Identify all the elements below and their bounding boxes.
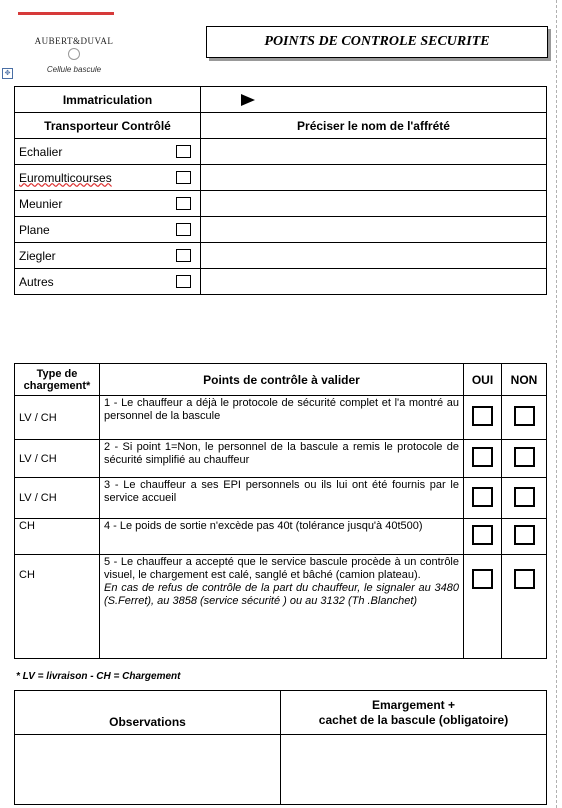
control-point-text: 2 - Si point 1=Non, le personnel de la bascule a remis le protocole de sécurité simplifié au chauffeur bbox=[100, 440, 464, 478]
non-checkbox[interactable] bbox=[514, 525, 535, 545]
carrier-name: Ziegler bbox=[19, 248, 56, 263]
affrete-field[interactable] bbox=[201, 243, 547, 269]
table-row bbox=[15, 243, 547, 269]
oui-header: OUI bbox=[464, 364, 502, 396]
immatriculation-field[interactable] bbox=[201, 87, 547, 113]
table-row bbox=[15, 165, 547, 191]
transporteur-header: Transporteur Contrôlé bbox=[15, 113, 201, 139]
observations-field[interactable] bbox=[15, 735, 281, 805]
points-header: Points de contrôle à valider bbox=[100, 364, 464, 396]
carrier-checkbox[interactable] bbox=[176, 197, 191, 210]
table-row bbox=[15, 555, 547, 659]
non-cell bbox=[502, 396, 547, 440]
load-type-footnote: * LV = livraison - CH = Chargement bbox=[16, 671, 181, 682]
control-point-text: 5 - Le chauffeur a accepté que le service bascule procède à un contrôle visuel, le chargement est calé, sanglé et bâché (camion plateau). bbox=[104, 556, 459, 581]
company-logo bbox=[24, 36, 124, 74]
carrier-checkbox[interactable] bbox=[176, 249, 191, 262]
control-point-text: 4 - Le poids de sortie n'excède pas 40t (tolérance jusqu'à 40t500) bbox=[100, 519, 464, 555]
affrete-field[interactable] bbox=[201, 269, 547, 295]
oui-cell bbox=[464, 555, 502, 659]
logo-brand: AUBERT&DUVAL bbox=[34, 36, 114, 46]
table-row bbox=[15, 113, 547, 139]
load-type: CH bbox=[15, 555, 100, 659]
affrete-header: Préciser le nom de l'affrété bbox=[201, 113, 547, 139]
carrier-cell bbox=[15, 165, 201, 191]
table-row bbox=[15, 269, 547, 295]
affrete-field[interactable] bbox=[201, 191, 547, 217]
page-title: POINTS DE CONTROLE SECURITE bbox=[206, 26, 548, 58]
carrier-name: Meunier bbox=[19, 196, 63, 211]
oui-cell bbox=[464, 519, 502, 555]
oui-checkbox[interactable] bbox=[472, 569, 493, 589]
signature-table bbox=[14, 690, 547, 805]
table-row bbox=[15, 519, 547, 555]
emargement-header bbox=[281, 691, 547, 735]
brand-red-bar bbox=[18, 12, 114, 15]
observations-header: Observations bbox=[15, 691, 281, 735]
affrete-field[interactable] bbox=[201, 165, 547, 191]
table-row bbox=[15, 691, 547, 735]
non-checkbox[interactable] bbox=[514, 487, 535, 507]
immatriculation-label: Immatriculation bbox=[15, 87, 201, 113]
control-point-text: 1 - Le chauffeur a déjà le protocole de sécurité complet et l'a montré au personnel de la bascule bbox=[100, 396, 464, 440]
carrier-name: Euromulticourses bbox=[19, 170, 112, 185]
non-header: NON bbox=[502, 364, 547, 396]
oui-checkbox[interactable] bbox=[472, 525, 493, 545]
load-type: LV / CH bbox=[15, 478, 100, 519]
carrier-name: Autres bbox=[19, 274, 54, 289]
carrier-name: Echalier bbox=[19, 144, 63, 159]
control-points-table bbox=[14, 363, 547, 659]
non-checkbox[interactable] bbox=[514, 406, 535, 426]
control-point-cell bbox=[100, 555, 464, 659]
load-type: LV / CH bbox=[15, 440, 100, 478]
non-cell bbox=[502, 555, 547, 659]
control-point-text: 3 - Le chauffeur a ses EPI personnels ou ils lui ont été fournis par le service accueil bbox=[100, 478, 464, 519]
table-row bbox=[15, 364, 547, 396]
load-type: CH bbox=[15, 519, 100, 555]
non-cell bbox=[502, 519, 547, 555]
logo-subtitle: Cellule bascule bbox=[46, 65, 102, 74]
table-row bbox=[15, 440, 547, 478]
carrier-cell bbox=[15, 191, 201, 217]
oui-checkbox[interactable] bbox=[472, 487, 493, 507]
oui-cell bbox=[464, 396, 502, 440]
carrier-checkbox[interactable] bbox=[176, 145, 191, 158]
carrier-cell bbox=[15, 269, 201, 295]
affrete-field[interactable] bbox=[201, 139, 547, 165]
carrier-cell bbox=[15, 243, 201, 269]
non-cell bbox=[502, 478, 547, 519]
cachet-label: cachet de la bascule (obligatoire) bbox=[318, 712, 509, 727]
logo-emblem-icon bbox=[68, 48, 80, 60]
table-row bbox=[15, 191, 547, 217]
carrier-name: Plane bbox=[19, 222, 50, 237]
affrete-field[interactable] bbox=[201, 217, 547, 243]
carrier-cell bbox=[15, 139, 201, 165]
table-row bbox=[15, 735, 547, 805]
carrier-cell bbox=[15, 217, 201, 243]
table-row bbox=[15, 87, 547, 113]
control-point-note: En cas de refus de contrôle de la part du chauffeur, le signaler au 3480 (S.Ferret), au 3858 (service sécurité ) ou au 3132 (Th .Blanchet) bbox=[104, 582, 459, 607]
non-cell bbox=[502, 440, 547, 478]
oui-cell bbox=[464, 440, 502, 478]
oui-cell bbox=[464, 478, 502, 519]
table-row bbox=[15, 478, 547, 519]
table-move-handle-icon[interactable]: ✥ bbox=[2, 68, 13, 79]
table-row bbox=[15, 396, 547, 440]
emargement-label: Emargement + bbox=[371, 697, 456, 712]
oui-checkbox[interactable] bbox=[472, 447, 493, 467]
type-header: Type de chargement* bbox=[15, 364, 100, 396]
carrier-checkbox[interactable] bbox=[176, 275, 191, 288]
carrier-checkbox[interactable] bbox=[176, 223, 191, 236]
margin-guide bbox=[556, 0, 557, 808]
table-row bbox=[15, 139, 547, 165]
play-arrow-icon bbox=[241, 94, 255, 106]
carrier-checkbox[interactable] bbox=[176, 171, 191, 184]
table-row bbox=[15, 217, 547, 243]
load-type: LV / CH bbox=[15, 396, 100, 440]
non-checkbox[interactable] bbox=[514, 569, 535, 589]
oui-checkbox[interactable] bbox=[472, 406, 493, 426]
non-checkbox[interactable] bbox=[514, 447, 535, 467]
carrier-table bbox=[14, 86, 547, 295]
signature-field[interactable] bbox=[281, 735, 547, 805]
